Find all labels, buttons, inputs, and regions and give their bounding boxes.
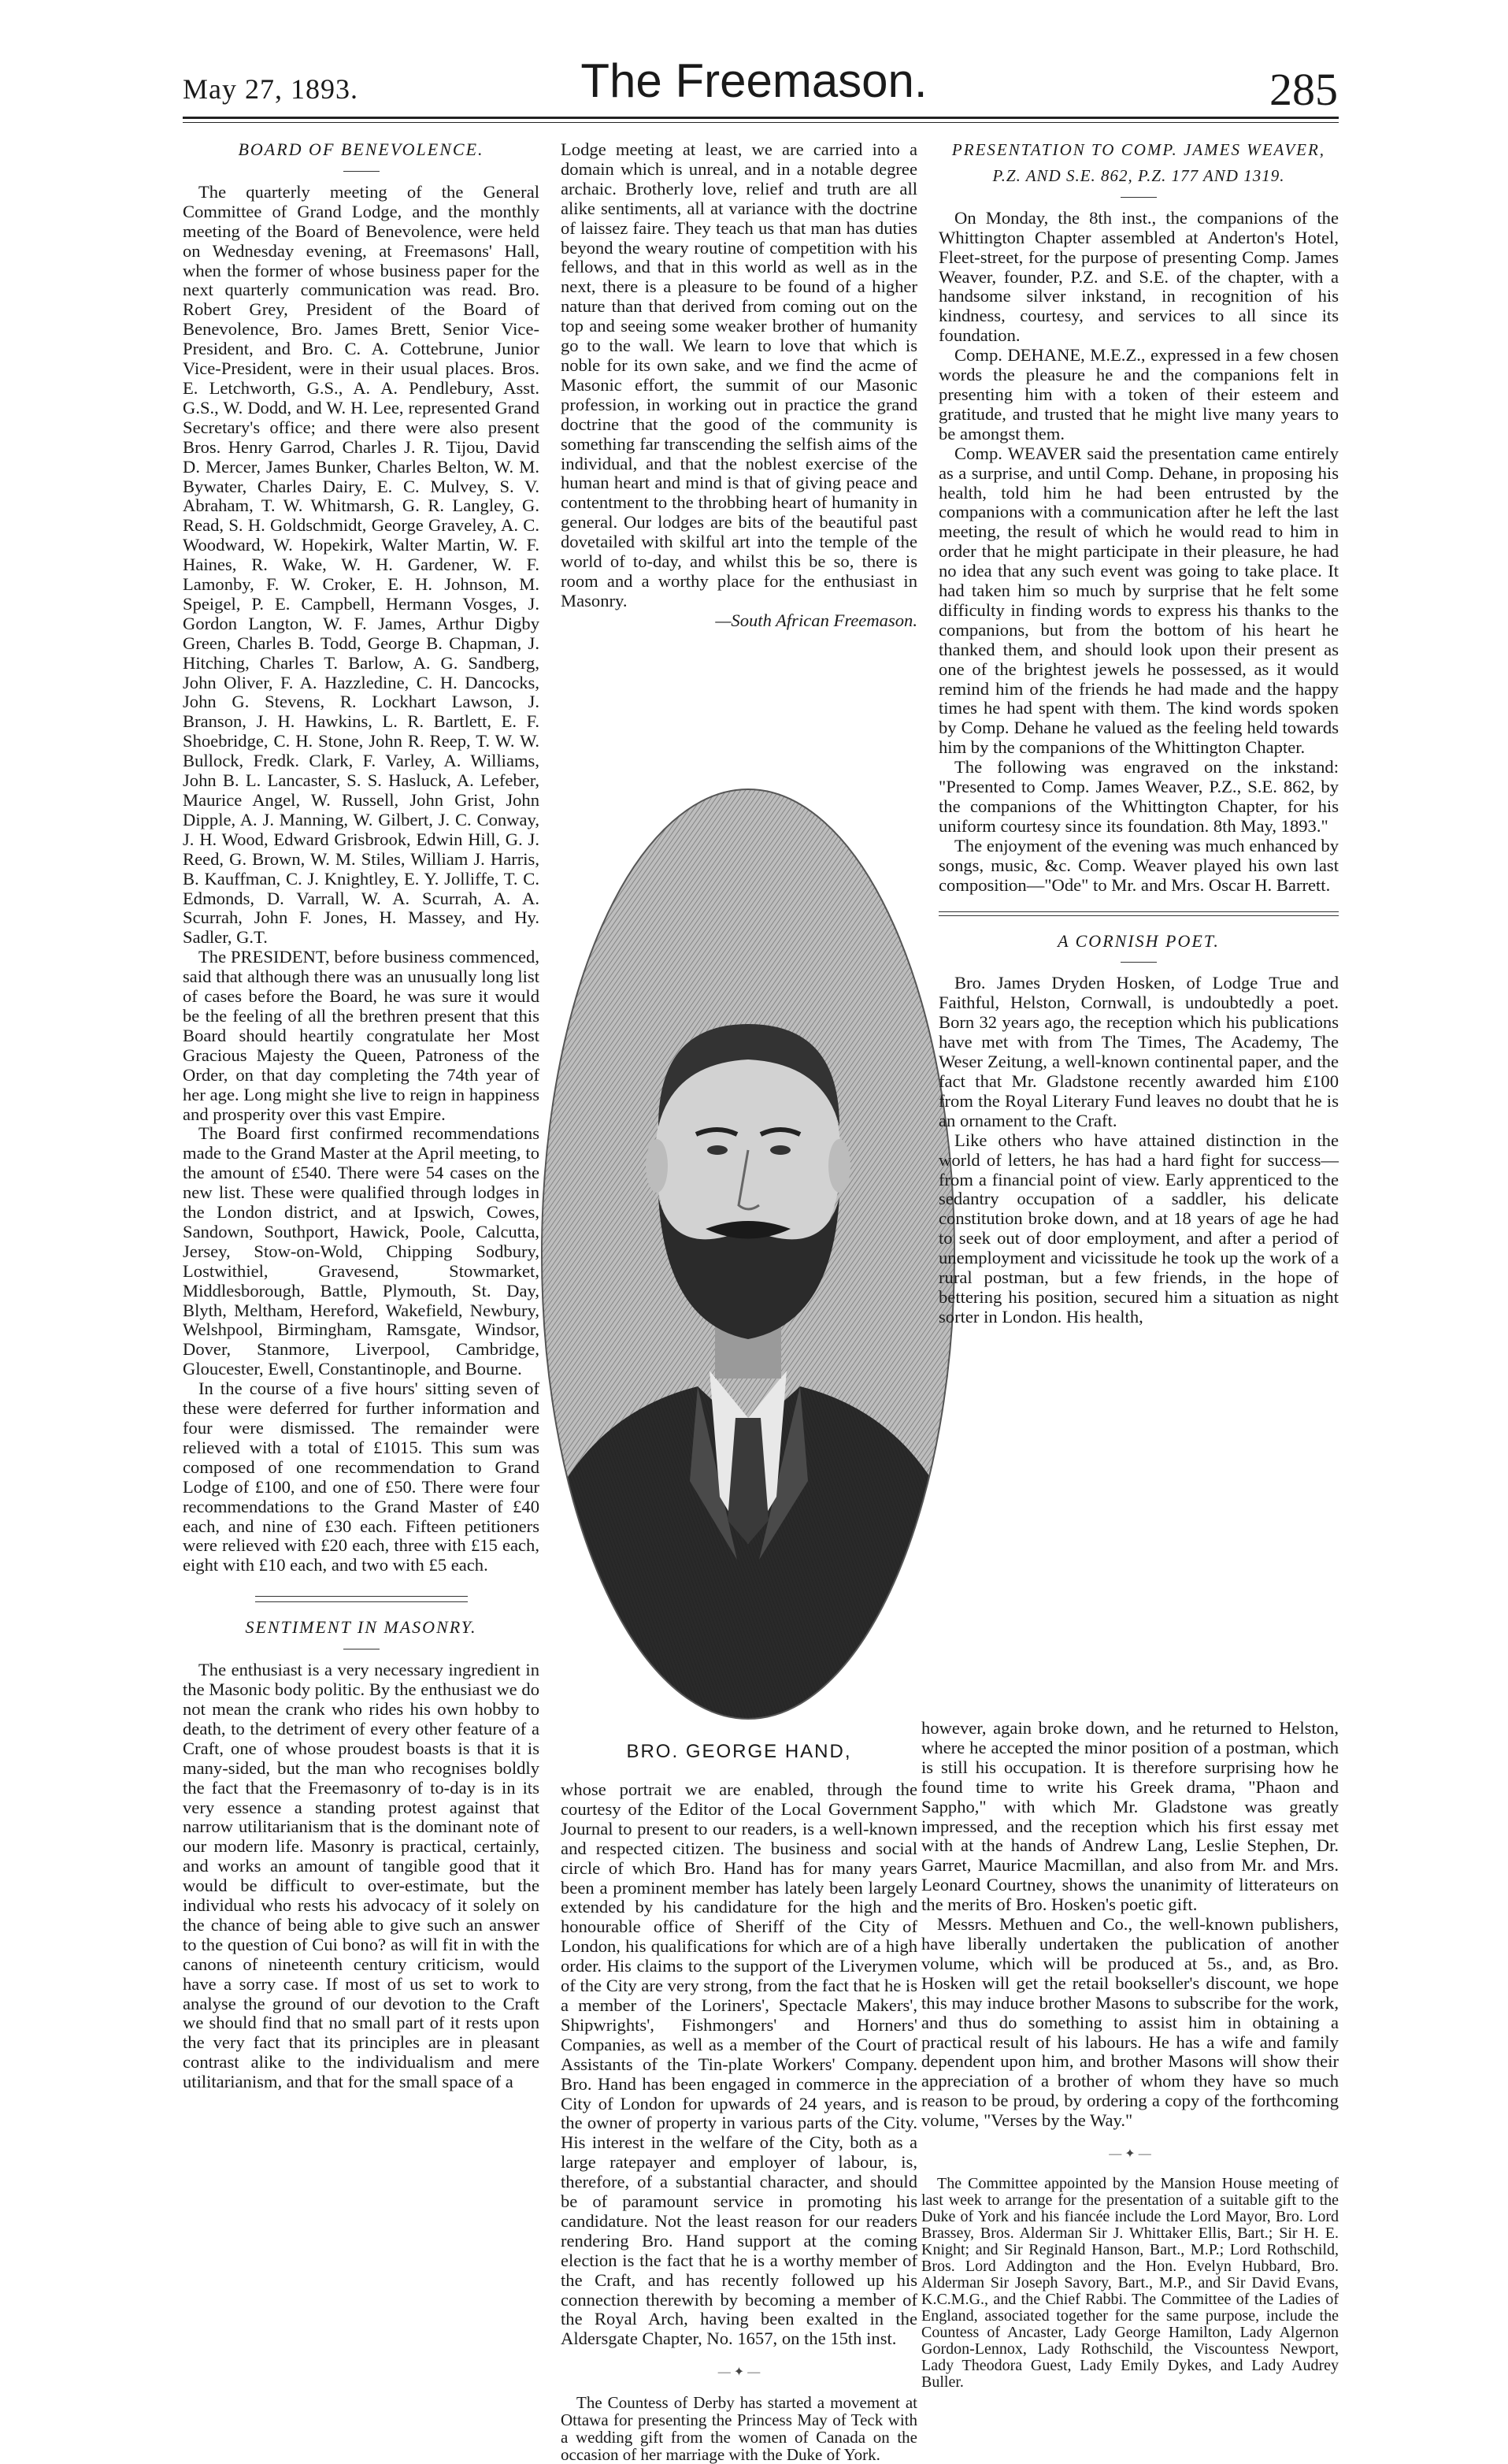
heading-dash (1121, 962, 1157, 963)
newspaper-title: The Freemason. (580, 54, 928, 107)
article-paragraph: Bro. James Dryden Hosken, of Lodge True and Faithful, Helston, Cornwall, is undoubtedly a poet. Born 32 years ago, the reception which his publications have met with from The Times, The Academy, The Weser Zeitung, a well-known continental paper, and the fact that Mr. Gladstone recently awarded him £100 from the Royal Literary Fund leaves no doubt that he is an ornament to the Craft. (939, 973, 1339, 1130)
article-paragraph: Lodge meeting at least, we are carried into a domain which is unreal, and in a notable degree archaic. Brotherly love, relief and truth are all alike sentiments, all at variance with the doctrine of laissez faire. They teach us that man has duties beyond the weary routine of competition with his fellows, and that in this world as well as in the next, there is a pleasure to be found of a higher nature than that derived from coming out on the top and seeing some weaker brother of humanity go to the wall. We learn to love that which is noble for its own sake, and we find the acme of Masonic effort, the summit of our Masonic profession, in working out in practice the grand doctrine that the good of the community is something far transcending the selfish aims of the individual, and that the noblest exercise of the human heart and mind is that of giving peace and contentment to the throbbing heart of humanity in general. Our lodges are bits of the beautiful past dovetailed with skilful art into the temple of the world of to-day, and whilst this be so, there is room and a worthy place for the enthusiast in Masonry. (561, 139, 917, 610)
cornish-poet-heading: A CORNISH POET. (1058, 930, 1220, 951)
board-of-benevolence-heading: BOARD OF BENEVOLENCE. (238, 139, 484, 159)
portrait-engraving (540, 788, 956, 1720)
column-1 (183, 140, 539, 2092)
article-paragraph: The following was engraved on the inkstand: "Presented to Comp. James Weaver, P.Z., S.E. 862, by the companions of the Whittington Chapter, for his uniform courtesy since its foundation. 8th May, 1893." (939, 757, 1339, 836)
article-paragraph: The enthusiast is a very necessary ingredient in the Masonic body politic. By the enthusiast we do not mean the crank who rides his own hobby to death, to the detriment of every other feature of a Craft, one of whose proudest boasts is that it is many-sided, but the man who recognises boldly the fact that the Freemasonry of to-day is in its very essence a standing protest against that narrow utilitarianism that is the dominant note of our modern life. Masonry is practical, certainly, and works an amount of tangible good that it would be difficult to over-estimate, but the individual who rests his advocacy of it solely on the chance of being able to give such an answer to the question of Cui bono? as will fit in with the canons of nineteenth century criticism, would have a sorry case. If most of us set to work to analyse the ground of our devotion to the Craft we should find that no small part of it rests upon the very fact that its principles are in pleasant contrast alike to the individualism and mere utilitarianism, and that for the small space of a (183, 1660, 539, 2092)
portrait-caption: BRO. GEORGE HAND, (626, 1741, 852, 1762)
article-paragraph: Like others who have attained distinction in the world of letters, he has had a hard fight for success—from a financial point of view. Early apprenticed to the sedantry occupation of a saddler, his delicate constitution broke down, and at 18 years of age he had to seek out of door employment, and after a period of unemployment and vicissitude he took up the work of a rural postman, but a few friends, in the hope of bettering his position, secured him a situation as night sorter in London. His health, (939, 1130, 1339, 1327)
heading-dash (1121, 197, 1157, 198)
article-paragraph: Comp. DEHANE, M.E.Z., expressed in a few chosen words the pleasure he and the companions felt in presenting him with a token of their esteem and gratitude, and trusted that he might live many years to be amongst them. (939, 345, 1339, 443)
section-ornament: — ✦ — (717, 2366, 761, 2380)
section-ornament: — ✦ — (1109, 2147, 1151, 2162)
article-paragraph: Comp. WEAVER said the presentation came entirely as a surprise, and until Comp. Dehane, in proposing his health, told him he had been entrusted by the companions with a communication after he left the last meeting, the result of which he would read to him in order that he might participate in their pleasure, he had no idea that any such event was going to take place. It had taken him so much by surprise that he felt some difficulty in finding words to express his thanks to the companions, but from the bottom of his heart he thanked them, and should look upon their present as one of the brightest jewels he possessed, as it would remind him of the friends he had made and the happy times he had spent with them. The kind words spoken by Comp. Dehane he valued as the feeling held towards him by the companions of the Whittington Chapter. (939, 443, 1339, 758)
masthead-rule (183, 117, 1339, 119)
page-number: 285 (1269, 64, 1338, 115)
article-paragraph: however, again broke down, and he returned to Helston, where he accepted the minor position of a postman, which is still his occupation. It is therefore surprising how he found time to write his Greek drama, "Phaon and Sappho," with which Mr. Gladstone was greatly impressed, and the reception which his first essay met with at the hands of Andrew Lang, Leslie Stephen, Dr. Garret, Maurice Macmillan, and also from Mr. and Mrs. Leonard Courtney, shows the unanimity of litterateurs on the merits of Bro. Hosken's poetic gift. (921, 1718, 1339, 1915)
article-paragraph: whose portrait we are enabled, through the courtesy of the Editor of the Local Government Journal to present to our readers, is a well-known and respected citizen. The business and social circle of which Bro. Hand has for many years been a prominent member has lately been largely extended by his candidature for the high and honourable office of Sheriff of the City of London, his qualifications for which are of a high order. His claims to the support of the Liverymen of the City are very strong, from the fact that he is a member of the Loriners', Spectacle Makers', Shipwrights', Fishmongers' and Horners' Companies, as well as a member of the Court of Assistants of the Tin-plate Workers' Company. Bro. Hand has been engaged in commerce in the City of London for upwards of 24 years, and is the owner of property in various parts of the City. His interest in the welfare of the City, both as a large ratepayer and employer of labour, is, therefore, of a substantial character, and should be of paramount service in promoting his candidature. Not the least reason for our readers rendering Bro. Hand support at the coming election is the fact that he is a worthy member of the Craft, and has recently followed up his connection therewith by becoming a member of the Royal Arch, having been exalted in the Aldersgate Chapter, No. 1657, on the 15th inst. (561, 1779, 917, 2349)
article-source: —South African Freemason. (715, 610, 917, 630)
article-paragraph: On Monday, the 8th inst., the companions of the Whittington Chapter assembled at Anderton's Hotel, Fleet-street, for the purpose of presenting Comp. James Weaver, founder, P.Z. and S.E. of the chapter, with a handsome silver inkstand, in recognition of his kindness, courtesy, and services to all since its foundation. (939, 207, 1339, 346)
section-rule (939, 911, 1339, 912)
article-paragraph: The quarterly meeting of the General Committee of Grand Lodge, and the monthly meeting of the Board of Benevolence, were held on Wednesday evening, at Freemasons' Hall, when the former of whose business paper for the next quarterly communication was read. Bro. Robert Grey, President of the Board of Benevolence, Bro. James Brett, Senior Vice-President, and Bro. C. A. Cottebrune, Junior Vice-President, were in their usual places. Bros. E. Letchworth, G.S., A. A. Pendlebury, Asst. G.S., W. Dodd, and W. H. Lee, represented Grand Secretary's office; and there were also present Bros. Henry Garrod, Charles J. R. Tijou, David D. Mercer, James Bunker, Charles Belton, W. M. Bywater, Charles Dairy, E. C. Mulvey, S. V. Abraham, T. W. Whitmarsh, G. R. Langley, G. Read, S. H. Goldschmidt, George Graveley, A. C. Woodward, W. Hopekirk, Walter Martin, W. F. Haines, R. Wake, W. H. Gardener, W. F. Lamonby, F. W. Croker, E. H. Johnson, M. Speigel, P. E. Campbell, Hermann Vosges, J. Gordon Langton, W. F. James, Arthur Digby Green, Charles B. Todd, George B. Chapman, J. Hitching, Charles T. Barlow, A. G. Sandberg, John Oliver, F. A. Hazzledine, C. H. Dancocks, John G. Stevens, R. Lockhart Lawson, J. Branson, J. H. Hawkins, L. R. Bartlett, E. F. Shoebridge, C. H. Stone, John R. Reep, T. W. W. Bullock, Fredk. Clark, F. Varley, A. Williams, John B. L. Lancaster, S. S. Hasluck, A. Lefeber, Maurice Angel, W. Russell, John Grist, John Dipple, A. J. Manning, W. Gilbert, J. C. Conway, J. H. Wood, Edward Grisbrook, Edwin Hill, G. J. Reed, G. Brown, W. M. Stiles, William J. Harris, B. Kauffman, C. J. Knightley, E. Y. Jolliffe, T. C. Edmonds, D. Varrall, W. A. Scurrah, A. A. Scurrah, John F. Jones, H. Massey, and Hy. Sadler, G.T. (183, 181, 539, 948)
masthead (0, 0, 1508, 118)
section-rule (255, 1596, 468, 1597)
column-3-lower (921, 1719, 1339, 2391)
masthead-rule-thin (183, 122, 1339, 123)
section-rule (939, 915, 1339, 916)
presentation-heading: PRESENTATION TO COMP. JAMES WEAVER, (951, 140, 1326, 159)
article-paragraph: The enjoyment of the evening was much enhanced by songs, music, &c. Comp. Weaver played his own last composition—"Ode" to Mr. and Mrs. Oscar H. Barrett. (939, 835, 1339, 895)
column-2 (561, 140, 917, 631)
heading-dash (343, 171, 380, 172)
article-paragraph: Messrs. Methuen and Co., the well-known publishers, have liberally undertaken the publication of another volume, which will be produced at 5s., and, as Bro. Hosken will get the retail bookseller's discount, we hope this may induce brother Masons to subscribe for the work, and thus do something to assist him in obtaining a practical result of his labours. He has a wife and family dependent upon him, and brother Masons will show their appreciation of a brother of whom they have so much reason to be proud, by ordering a copy of the forthcoming volume, "Verses by the Way." (921, 1914, 1339, 2131)
presentation-subheading: P.Z. AND S.E. 862, P.Z. 177 AND 1319. (992, 165, 1285, 185)
issue-date: May 27, 1893. (183, 73, 358, 105)
column-3 (939, 140, 1339, 1327)
article-paragraph: The PRESIDENT, before business commenced, said that although there was an unusually long list of cases before the Board, he was sure it would be the feeling of all the brethren present that this Board should heartily congratulate her Most Gracious Majesty the Queen, Patroness of the Order, on that day completing the 74th year of her age. Long might she live to reign in happiness and prosperity over this vast Empire. (183, 947, 539, 1124)
section-rule (255, 1601, 468, 1602)
news-item: The Committee appointed by the Mansion House meeting of last week to arrange for the presentation of a suitable gift to the Duke of York and his fiancée include the Lord Mayor, Bro. Lord Brassey, Bros. Alderman Sir J. Whittaker Ellis, Bart.; Sir H. E. Knight; and Sir Reginald Hanson, Bart., M.P.; Lord Rothschild, Bros. Lord Addington and the Hon. Evelyn Hubbard, Bro. Alderman Sir Joseph Savory, Bart., M.P., and Sir David Evans, K.C.M.G., and the Chief Rabbi. The Committee of the Ladies of England, associated together for the same purpose, include the Countess of Ancaster, Lady George Hamilton, Lady Algernon Gordon-Lennox, Lady Rothschild, the Viscountess Newport, Lady Theodora Guest, Lady Emily Dykes, and Lady Audrey Buller. (921, 2174, 1339, 2391)
sentiment-in-masonry-heading: SENTIMENT IN MASONRY. (245, 1617, 477, 1638)
column-2-lower (561, 1780, 917, 2463)
news-item: The Countess of Derby has started a movement at Ottawa for presenting the Princess May of Teck with a wedding gift from the women of Canada on the occasion of her marriage with the Duke of York. (561, 2393, 917, 2464)
article-paragraph: In the course of a five hours' sitting seven of these were deferred for further information and four were dismissed. The remainder were relieved with a total of £1015. This sum was composed of one recommendation to Grand Lodge of £100, and one of £50. There were four recommendations to the Grand Master of £40 each, and nine of £30 each. Fifteen petitioners were relieved with £20 each, three with £15 each, eight with £10 each, and two with £5 each. (183, 1379, 539, 1575)
article-paragraph: The Board first confirmed recommendations made to the Grand Master at the April meeting, to the amount of £540. There were 54 cases on the new list. These were qualified through lodges in the London district, and at Ipswich, Cowes, Sandown, Southport, Hawick, Poole, Calcutta, Jersey, Stow-on-Wold, Chipping Sodbury, Lostwithiel, Gravesend, Stowmarket, Middlesborough, Battle, Plymouth, St. Day, Blyth, Meltham, Hereford, Wakefield, Newbury, Welshpool, Birmingham, Ramsgate, Windsor, Dover, Stanmore, Liverpool, Cambridge, Gloucester, Ewell, Constantinople, and Bourne. (183, 1123, 539, 1379)
